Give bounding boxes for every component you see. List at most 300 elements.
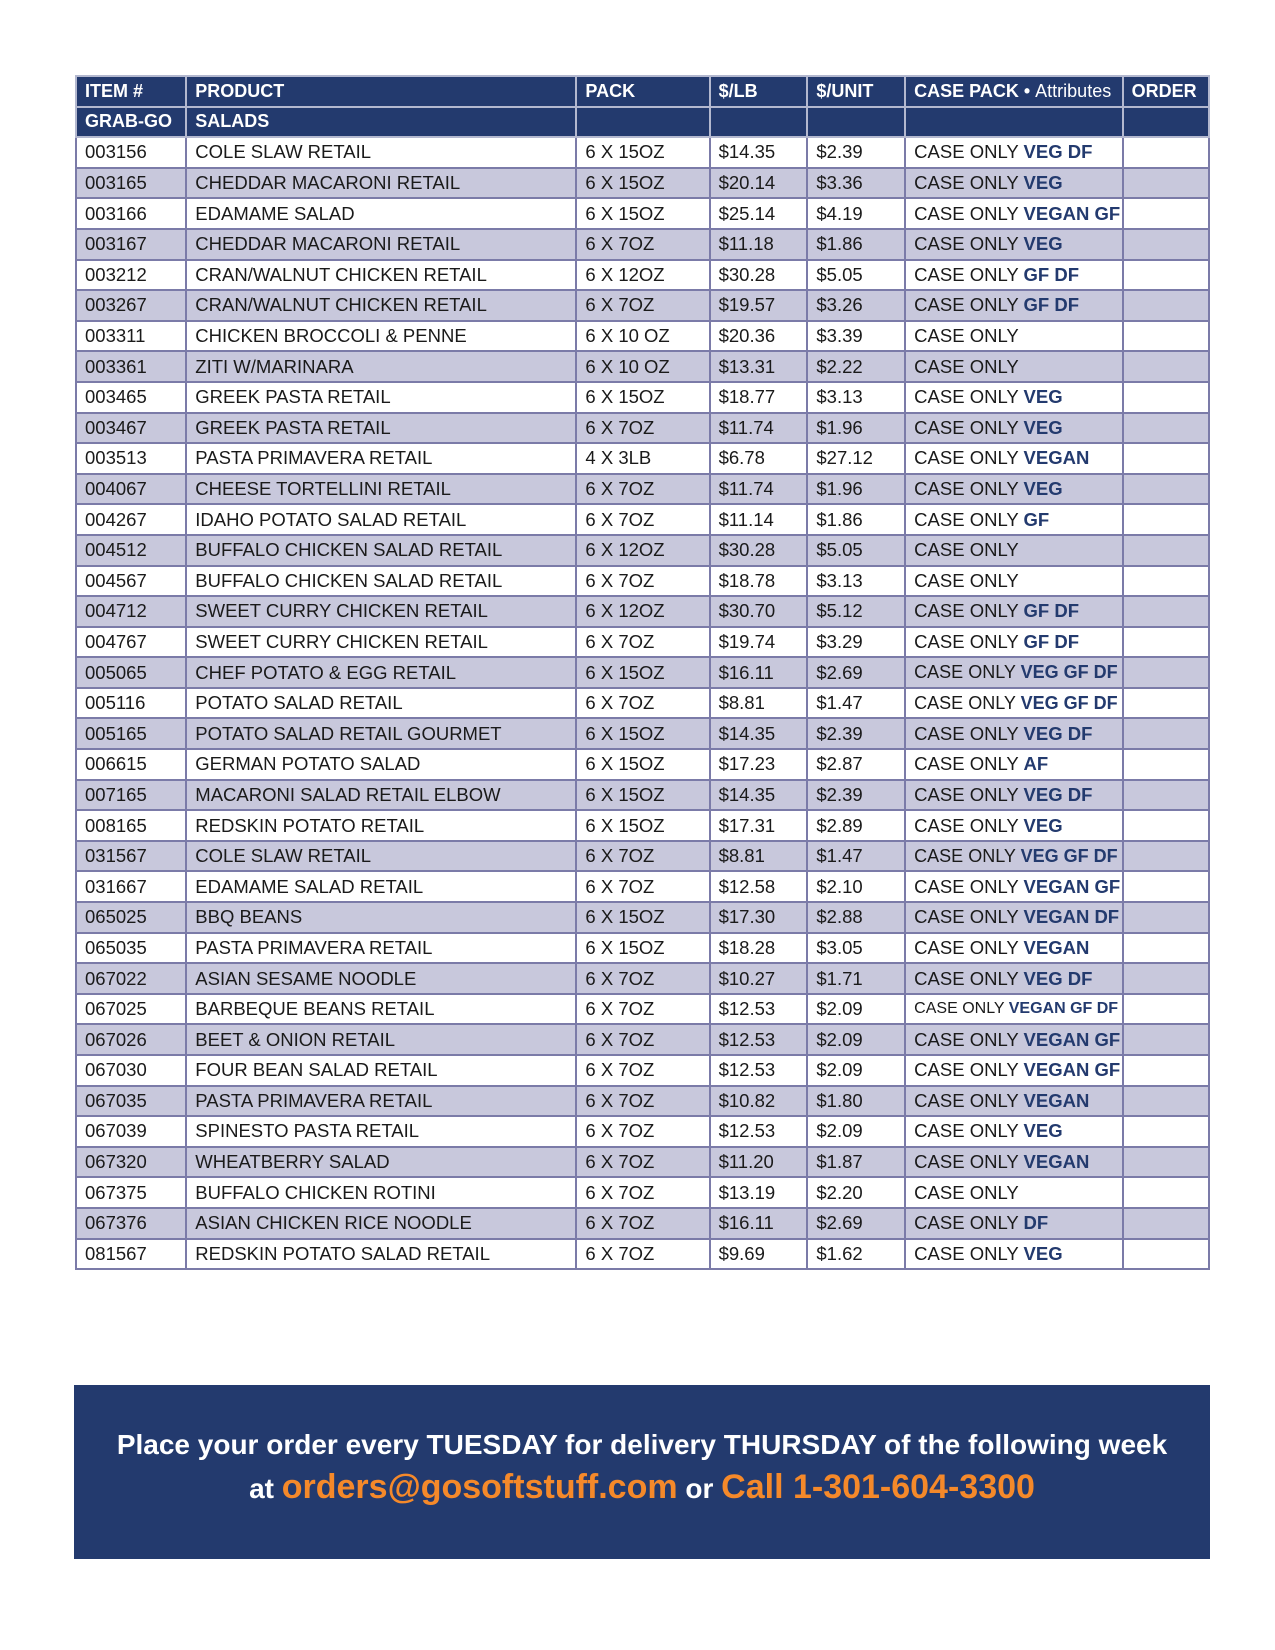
order-quantity-cell[interactable] (1123, 780, 1209, 811)
pack-size: 6 X 15OZ (576, 749, 709, 780)
attribute-tags: GF (1023, 508, 1050, 530)
price-per-lb: $18.77 (710, 382, 808, 413)
order-quantity-cell[interactable] (1123, 1055, 1209, 1086)
item-number: 031667 (76, 871, 186, 902)
price-per-unit: $2.88 (807, 902, 905, 933)
product-name: FOUR BEAN SALAD RETAIL (186, 1055, 576, 1086)
table-row (76, 198, 1209, 229)
product-name: BARBEQUE BEANS RETAIL (186, 994, 576, 1025)
order-quantity-cell[interactable] (1123, 657, 1209, 688)
col-item: ITEM # (76, 76, 186, 107)
case-pack: CASE ONLY (914, 600, 1019, 622)
pack-size: 6 X 7OZ (576, 1024, 709, 1055)
item-number: 003465 (76, 382, 186, 413)
pack-size: 6 X 7OZ (576, 1055, 709, 1086)
case-pack-attributes (905, 902, 1122, 933)
case-pack: CASE ONLY (914, 1059, 1019, 1081)
case-pack-attributes (905, 229, 1122, 260)
attribute-tags: VEG GF DF (1020, 845, 1118, 866)
case-pack: CASE ONLY (914, 263, 1019, 285)
item-number: 003166 (76, 198, 186, 229)
price-per-unit: $2.09 (807, 1116, 905, 1147)
item-number: 007165 (76, 780, 186, 811)
case-pack-attributes (905, 1239, 1122, 1270)
table-row (76, 871, 1209, 902)
case-pack-attributes (905, 994, 1122, 1025)
order-email-link[interactable]: orders@gosoftstuff.com (281, 1468, 678, 1506)
order-quantity-cell[interactable] (1123, 1208, 1209, 1239)
product-name: COLE SLAW RETAIL (186, 841, 576, 872)
case-pack: CASE ONLY (914, 814, 1019, 836)
order-quantity-cell[interactable] (1123, 443, 1209, 474)
item-number: 006615 (76, 749, 186, 780)
banner-or: or (685, 1473, 714, 1504)
pack-size: 6 X 7OZ (576, 1239, 709, 1270)
order-quantity-cell[interactable] (1123, 902, 1209, 933)
price-per-unit: $3.26 (807, 290, 905, 321)
col-per-unit: $/UNIT (807, 76, 905, 107)
case-pack: CASE ONLY (914, 722, 1019, 744)
attribute-tags: VEG DF (1023, 141, 1093, 163)
case-pack: CASE ONLY (914, 478, 1019, 500)
pack-size: 6 X 15OZ (576, 933, 709, 964)
order-quantity-cell[interactable] (1123, 1147, 1209, 1178)
attribute-tags: VEGAN GF DF (1008, 1000, 1119, 1018)
attribute-tags: DF (1023, 1212, 1049, 1234)
attribute-tags: VEGAN (1023, 447, 1090, 469)
item-number: 005065 (76, 657, 186, 688)
price-per-lb: $8.81 (710, 841, 808, 872)
item-number: 081567 (76, 1239, 186, 1270)
case-pack-attributes (905, 198, 1122, 229)
order-quantity-cell[interactable] (1123, 566, 1209, 597)
price-per-unit: $2.09 (807, 994, 905, 1025)
product-name: GREEK PASTA RETAIL (186, 382, 576, 413)
case-pack: CASE ONLY (914, 1242, 1019, 1264)
col-attributes-label: Attributes (1035, 80, 1112, 101)
case-pack-attributes (905, 351, 1122, 382)
price-per-unit: $2.39 (807, 718, 905, 749)
case-pack-attributes (905, 780, 1122, 811)
item-number: 067025 (76, 994, 186, 1025)
price-per-unit: $1.96 (807, 474, 905, 505)
case-pack-attributes (905, 1055, 1122, 1086)
item-number: 004267 (76, 504, 186, 535)
table-row (76, 627, 1209, 658)
order-quantity-cell[interactable] (1123, 504, 1209, 535)
table-row (76, 1055, 1209, 1086)
pack-size: 6 X 15OZ (576, 718, 709, 749)
pack-size: 6 X 10 OZ (576, 351, 709, 382)
order-quantity-cell[interactable] (1123, 1239, 1209, 1270)
price-per-unit: $2.39 (807, 137, 905, 168)
case-pack-attributes (905, 749, 1122, 780)
price-per-unit: $2.09 (807, 1055, 905, 1086)
table-row (76, 351, 1209, 382)
case-pack: CASE ONLY (914, 753, 1019, 775)
case-pack-attributes (905, 137, 1122, 168)
item-number: 004767 (76, 627, 186, 658)
attribute-tags: VEG (1023, 386, 1063, 408)
case-pack-attributes (905, 1147, 1122, 1178)
pack-size: 6 X 7OZ (576, 1147, 709, 1178)
price-per-lb: $8.81 (710, 688, 808, 719)
item-number: 065035 (76, 933, 186, 964)
table-row (76, 718, 1209, 749)
item-number: 003212 (76, 260, 186, 291)
case-pack: CASE ONLY (914, 325, 1019, 347)
item-number: 003165 (76, 168, 186, 199)
item-number: 004067 (76, 474, 186, 505)
table-row (76, 1239, 1209, 1270)
case-pack: CASE ONLY (914, 692, 1016, 713)
order-quantity-cell[interactable] (1123, 535, 1209, 566)
price-per-lb: $30.28 (710, 535, 808, 566)
item-number: 004512 (76, 535, 186, 566)
product-name: POTATO SALAD RETAIL GOURMET (186, 718, 576, 749)
table-row (76, 1086, 1209, 1117)
order-quantity-cell[interactable] (1123, 871, 1209, 902)
table-row (76, 1024, 1209, 1055)
price-per-unit: $1.47 (807, 841, 905, 872)
price-per-unit: $2.10 (807, 871, 905, 902)
pack-size: 6 X 7OZ (576, 841, 709, 872)
item-number: 008165 (76, 810, 186, 841)
pack-size: 6 X 15OZ (576, 902, 709, 933)
item-number: 003167 (76, 229, 186, 260)
case-pack: CASE ONLY (914, 630, 1019, 652)
case-pack: CASE ONLY (914, 355, 1019, 377)
pack-size: 6 X 7OZ (576, 474, 709, 505)
product-name: CRAN/WALNUT CHICKEN RETAIL (186, 260, 576, 291)
product-name: ZITI W/MARINARA (186, 351, 576, 382)
attribute-tags: GF DF (1023, 630, 1080, 652)
attribute-tags: AF (1023, 753, 1049, 775)
table-row (76, 137, 1209, 168)
price-per-unit: $3.13 (807, 566, 905, 597)
attribute-tags: VEG (1023, 814, 1063, 836)
case-pack-attributes (905, 443, 1122, 474)
case-pack: CASE ONLY (914, 967, 1019, 989)
price-per-unit: $3.39 (807, 321, 905, 352)
product-name: CHICKEN BROCCOLI & PENNE (186, 321, 576, 352)
item-number: 067320 (76, 1147, 186, 1178)
case-pack: CASE ONLY (914, 202, 1019, 224)
item-number: 005116 (76, 688, 186, 719)
table-row (76, 474, 1209, 505)
pack-size: 6 X 12OZ (576, 535, 709, 566)
table-row (76, 382, 1209, 413)
case-pack: CASE ONLY (914, 569, 1019, 591)
case-pack: CASE ONLY (914, 906, 1019, 928)
item-number: 004712 (76, 596, 186, 627)
pack-size: 6 X 7OZ (576, 688, 709, 719)
price-per-unit: $5.05 (807, 535, 905, 566)
order-quantity-cell[interactable] (1123, 168, 1209, 199)
product-name: REDSKIN POTATO RETAIL (186, 810, 576, 841)
product-name: SWEET CURRY CHICKEN RETAIL (186, 627, 576, 658)
price-per-unit: $3.29 (807, 627, 905, 658)
product-name: MACARONI SALAD RETAIL ELBOW (186, 780, 576, 811)
order-quantity-cell[interactable] (1123, 718, 1209, 749)
case-pack-attributes (905, 535, 1122, 566)
pack-size: 6 X 7OZ (576, 963, 709, 994)
case-pack-attributes (905, 871, 1122, 902)
pack-size: 6 X 15OZ (576, 168, 709, 199)
pack-size: 6 X 15OZ (576, 810, 709, 841)
pack-size: 6 X 7OZ (576, 994, 709, 1025)
price-per-lb: $12.53 (710, 1116, 808, 1147)
case-pack-attributes (905, 260, 1122, 291)
order-quantity-cell[interactable] (1123, 1086, 1209, 1117)
pack-size: 6 X 7OZ (576, 413, 709, 444)
case-pack-attributes (905, 627, 1122, 658)
order-quantity-cell[interactable] (1123, 382, 1209, 413)
order-quantity-cell[interactable] (1123, 810, 1209, 841)
price-per-unit: $2.09 (807, 1024, 905, 1055)
product-name: CRAN/WALNUT CHICKEN RETAIL (186, 290, 576, 321)
table-row (76, 933, 1209, 964)
price-per-lb: $11.74 (710, 413, 808, 444)
product-name: SPINESTO PASTA RETAIL (186, 1116, 576, 1147)
order-quantity-cell[interactable] (1123, 260, 1209, 291)
attribute-tags: VEGAN GF (1023, 1059, 1121, 1081)
table-row (76, 810, 1209, 841)
case-pack: CASE ONLY (914, 1181, 1019, 1203)
category-name: SALADS (186, 107, 576, 138)
case-pack: CASE ONLY (914, 416, 1019, 438)
table-row (76, 1116, 1209, 1147)
order-quantity-cell[interactable] (1123, 933, 1209, 964)
order-quantity-cell[interactable] (1123, 290, 1209, 321)
price-per-unit: $3.36 (807, 168, 905, 199)
category-blank (807, 107, 905, 138)
price-per-unit: $5.12 (807, 596, 905, 627)
price-per-lb: $14.35 (710, 780, 808, 811)
price-per-lb: $13.31 (710, 351, 808, 382)
price-per-lb: $25.14 (710, 198, 808, 229)
product-rows (76, 137, 1209, 1269)
col-order: ORDER (1123, 76, 1209, 107)
price-per-unit: $2.89 (807, 810, 905, 841)
attribute-tags: GF DF (1023, 263, 1080, 285)
attribute-tags: VEG (1023, 416, 1063, 438)
category-row (76, 107, 1209, 138)
order-quantity-cell[interactable] (1123, 1177, 1209, 1208)
table-row (76, 688, 1209, 719)
price-per-lb: $12.53 (710, 1024, 808, 1055)
price-per-unit: $2.87 (807, 749, 905, 780)
attribute-tags: GF DF (1023, 600, 1080, 622)
item-number: 003156 (76, 137, 186, 168)
price-per-lb: $13.19 (710, 1177, 808, 1208)
table-row (76, 321, 1209, 352)
price-per-unit: $3.05 (807, 933, 905, 964)
case-pack: CASE ONLY (914, 386, 1019, 408)
case-pack-attributes (905, 1024, 1122, 1055)
pack-size: 6 X 15OZ (576, 137, 709, 168)
price-per-lb: $20.36 (710, 321, 808, 352)
case-pack-attributes (905, 963, 1122, 994)
order-quantity-cell[interactable] (1123, 596, 1209, 627)
attribute-tags: VEG GF DF (1020, 692, 1118, 713)
price-per-lb: $11.74 (710, 474, 808, 505)
order-quantity-cell[interactable] (1123, 1116, 1209, 1147)
case-pack-attributes (905, 596, 1122, 627)
table-row (76, 535, 1209, 566)
product-name: COLE SLAW RETAIL (186, 137, 576, 168)
price-per-lb: $10.82 (710, 1086, 808, 1117)
attribute-tags: VEGAN (1023, 936, 1090, 958)
case-pack: CASE ONLY (914, 1120, 1019, 1142)
product-name: CHEDDAR MACARONI RETAIL (186, 229, 576, 260)
price-per-unit: $3.13 (807, 382, 905, 413)
pack-size: 6 X 7OZ (576, 1116, 709, 1147)
table-row (76, 443, 1209, 474)
case-pack: CASE ONLY (914, 447, 1019, 469)
attribute-tags: VEGAN DF (1023, 906, 1120, 928)
attribute-tags: VEGAN GF (1023, 875, 1121, 897)
pack-size: 6 X 7OZ (576, 1086, 709, 1117)
case-pack-attributes (905, 841, 1122, 872)
item-number: 067030 (76, 1055, 186, 1086)
case-pack: CASE ONLY (914, 875, 1019, 897)
pack-size: 6 X 7OZ (576, 627, 709, 658)
price-per-lb: $19.74 (710, 627, 808, 658)
case-pack: CASE ONLY (914, 936, 1019, 958)
attribute-tags: VEG DF (1023, 967, 1093, 989)
col-pack: PACK (576, 76, 709, 107)
case-pack: CASE ONLY (914, 141, 1019, 163)
product-name: SWEET CURRY CHICKEN RETAIL (186, 596, 576, 627)
price-per-lb: $18.78 (710, 566, 808, 597)
pack-size: 6 X 7OZ (576, 290, 709, 321)
case-pack: CASE ONLY (914, 1028, 1019, 1050)
product-name: PASTA PRIMAVERA RETAIL (186, 1086, 576, 1117)
order-quantity-cell[interactable] (1123, 413, 1209, 444)
price-per-lb: $18.28 (710, 933, 808, 964)
attribute-tags: VEGAN (1023, 1151, 1090, 1173)
product-name: GREEK PASTA RETAIL (186, 413, 576, 444)
order-quantity-cell[interactable] (1123, 1024, 1209, 1055)
case-pack: CASE ONLY (914, 1089, 1019, 1111)
item-number: 067039 (76, 1116, 186, 1147)
pack-size: 6 X 12OZ (576, 596, 709, 627)
item-number: 003361 (76, 351, 186, 382)
price-per-lb: $9.69 (710, 1239, 808, 1270)
price-per-lb: $10.27 (710, 963, 808, 994)
item-number: 067022 (76, 963, 186, 994)
table-header (76, 76, 1209, 137)
order-quantity-cell[interactable] (1123, 749, 1209, 780)
table-row (76, 1147, 1209, 1178)
order-quantity-cell[interactable] (1123, 474, 1209, 505)
case-pack: CASE ONLY (914, 1151, 1019, 1173)
price-per-lb: $16.11 (710, 657, 808, 688)
case-pack: CASE ONLY (914, 845, 1016, 866)
table-row (76, 902, 1209, 933)
attribute-tags: VEGAN GF (1023, 202, 1121, 224)
product-name: PASTA PRIMAVERA RETAIL (186, 443, 576, 474)
product-name: BEET & ONION RETAIL (186, 1024, 576, 1055)
order-quantity-cell[interactable] (1123, 994, 1209, 1025)
price-per-lb: $11.18 (710, 229, 808, 260)
table-row (76, 749, 1209, 780)
table-row (76, 657, 1209, 688)
price-per-lb: $16.11 (710, 1208, 808, 1239)
table-row (76, 168, 1209, 199)
case-pack-attributes (905, 810, 1122, 841)
order-quantity-cell[interactable] (1123, 963, 1209, 994)
product-name: REDSKIN POTATO SALAD RETAIL (186, 1239, 576, 1270)
product-name: CHEDDAR MACARONI RETAIL (186, 168, 576, 199)
product-name: BUFFALO CHICKEN ROTINI (186, 1177, 576, 1208)
attribute-tags: VEG (1023, 172, 1063, 194)
case-pack-attributes (905, 504, 1122, 535)
attribute-tags: VEG DF (1023, 722, 1093, 744)
case-pack: CASE ONLY (914, 508, 1019, 530)
table-row (76, 504, 1209, 535)
price-per-unit: $1.62 (807, 1239, 905, 1270)
product-name: CHEF POTATO & EGG RETAIL (186, 657, 576, 688)
order-quantity-cell[interactable] (1123, 688, 1209, 719)
product-name: EDAMAME SALAD (186, 198, 576, 229)
pack-size: 6 X 7OZ (576, 1177, 709, 1208)
case-pack-attributes (905, 168, 1122, 199)
price-per-unit: $2.69 (807, 657, 905, 688)
attribute-tags: VEG (1023, 478, 1063, 500)
case-pack-attributes (905, 321, 1122, 352)
pack-size: 6 X 15OZ (576, 198, 709, 229)
price-per-lb: $17.31 (710, 810, 808, 841)
order-quantity-cell[interactable] (1123, 229, 1209, 260)
case-pack: CASE ONLY (914, 294, 1019, 316)
price-per-unit: $1.71 (807, 963, 905, 994)
price-per-lb: $11.14 (710, 504, 808, 535)
item-number: 004567 (76, 566, 186, 597)
order-quantity-cell[interactable] (1123, 321, 1209, 352)
price-per-unit: $1.86 (807, 229, 905, 260)
item-number: 003467 (76, 413, 186, 444)
order-quantity-cell[interactable] (1123, 137, 1209, 168)
attribute-tags: VEG (1023, 1120, 1063, 1142)
order-phone-link[interactable]: Call 1-301-604-3300 (721, 1468, 1035, 1506)
price-per-lb: $20.14 (710, 168, 808, 199)
case-pack: CASE ONLY (914, 233, 1019, 255)
price-per-lb: $14.35 (710, 718, 808, 749)
order-quantity-cell[interactable] (1123, 351, 1209, 382)
case-pack-attributes (905, 1208, 1122, 1239)
pack-size: 6 X 7OZ (576, 504, 709, 535)
product-name: BUFFALO CHICKEN SALAD RETAIL (186, 566, 576, 597)
order-quantity-cell[interactable] (1123, 841, 1209, 872)
price-per-lb: $14.35 (710, 137, 808, 168)
product-name: WHEATBERRY SALAD (186, 1147, 576, 1178)
attribute-tags: VEG GF DF (1020, 662, 1118, 683)
product-name: PASTA PRIMAVERA RETAIL (186, 933, 576, 964)
pack-size: 6 X 7OZ (576, 871, 709, 902)
product-name: BBQ BEANS (186, 902, 576, 933)
order-quantity-cell[interactable] (1123, 627, 1209, 658)
case-pack: CASE ONLY (914, 662, 1016, 683)
case-pack-attributes (905, 474, 1122, 505)
product-name: POTATO SALAD RETAIL (186, 688, 576, 719)
order-banner (74, 1385, 1210, 1559)
pack-size: 6 X 7OZ (576, 566, 709, 597)
order-quantity-cell[interactable] (1123, 198, 1209, 229)
pack-size: 6 X 15OZ (576, 657, 709, 688)
price-per-unit: $1.87 (807, 1147, 905, 1178)
